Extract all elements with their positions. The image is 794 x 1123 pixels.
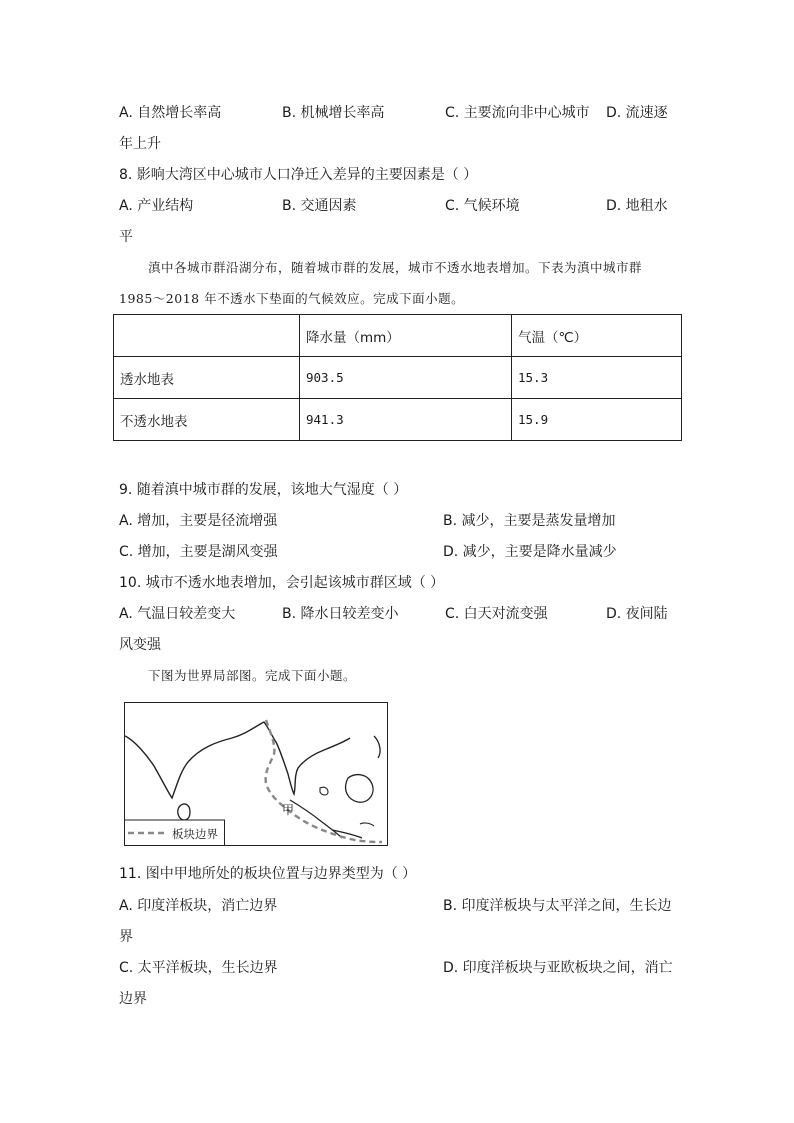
q11-stem: 11. 图中甲地所处的板块位置与边界类型为（ ） xyxy=(119,866,417,882)
table-cell: 903.5 xyxy=(300,357,512,399)
legend-label: 板块边界 xyxy=(172,827,218,841)
q9-option-a: A. 增加，主要是径流增强 xyxy=(119,513,278,529)
q10-option-c: C. 白天对流变强 xyxy=(445,606,548,622)
q9-option-b: B. 减少，主要是蒸发量增加 xyxy=(443,513,616,529)
q7-option-b: B. 机械增长率高 xyxy=(282,105,385,121)
q11-option-b-continued: 界 xyxy=(119,929,133,945)
q9-stem: 9. 随着滇中城市群的发展，该地大气湿度（ ） xyxy=(119,482,408,498)
q8-option-d-continued: 平 xyxy=(119,229,133,245)
table-header-cell xyxy=(114,315,300,357)
q9-option-d: D. 减少，主要是降水量减少 xyxy=(443,544,617,560)
q11-option-d-continued: 边界 xyxy=(119,991,147,1007)
table-cell: 15.9 xyxy=(512,399,682,441)
q8-option-a: A. 产业结构 xyxy=(119,198,194,214)
q7-option-c: C. 主要流向非中心城市 xyxy=(445,105,590,121)
climate-effect-table xyxy=(113,314,682,441)
q10-option-d: D. 夜间陆 xyxy=(606,606,668,622)
passage-2-line-2: 1985～2018 年不透水下垫面的气候效应。完成下面小题。 xyxy=(119,291,465,306)
table-row xyxy=(114,357,682,399)
world-region-map xyxy=(124,702,388,846)
table-cell: 不透水地表 xyxy=(114,399,300,441)
table-cell: 透水地表 xyxy=(114,357,300,399)
q9-option-c: C. 增加，主要是湖风变强 xyxy=(119,544,278,560)
table-header-row xyxy=(114,315,682,357)
q8-option-d: D. 地租水 xyxy=(606,198,668,214)
table-header-cell: 气温（℃） xyxy=(512,315,682,357)
q8-option-b: B. 交通因素 xyxy=(282,198,357,214)
passage-3-line-1: 下图为世界局部图。完成下面小题。 xyxy=(148,668,357,683)
q11-option-a: A. 印度洋板块，消亡边界 xyxy=(119,898,278,914)
q11-option-b: B. 印度洋板块与太平洋之间，生长边 xyxy=(443,898,672,914)
q8-option-c: C. 气候环境 xyxy=(445,198,520,214)
q7-option-a: A. 自然增长率高 xyxy=(119,105,222,121)
table-header-cell: 降水量（mm） xyxy=(300,315,512,357)
q10-stem: 10. 城市不透水地表增加，会引起该城市群区域（ ） xyxy=(119,575,445,591)
point-label-jia: 甲 xyxy=(282,803,295,817)
table-cell: 15.3 xyxy=(512,357,682,399)
passage-2-line-1: 滇中各城市群沿湖分布，随着城市群的发展，城市不透水地表增加。下表为滇中城市群 xyxy=(148,260,643,275)
q10-option-b: B. 降水日较差变小 xyxy=(282,606,399,622)
q7-option-d-continued: 年上升 xyxy=(119,136,161,152)
table-row xyxy=(114,399,682,441)
q10-option-a: A. 气温日较差变大 xyxy=(119,606,236,622)
q10-option-d-continued: 风变强 xyxy=(119,637,161,653)
q11-option-c: C. 太平洋板块，生长边界 xyxy=(119,960,278,976)
q7-option-d: D. 流速逐 xyxy=(606,105,668,121)
q8-stem: 8. 影响大湾区中心城市人口净迁入差异的主要因素是（ ） xyxy=(119,167,478,183)
table-cell: 941.3 xyxy=(300,399,512,441)
q11-option-d: D. 印度洋板块与亚欧板块之间，消亡 xyxy=(443,960,673,976)
